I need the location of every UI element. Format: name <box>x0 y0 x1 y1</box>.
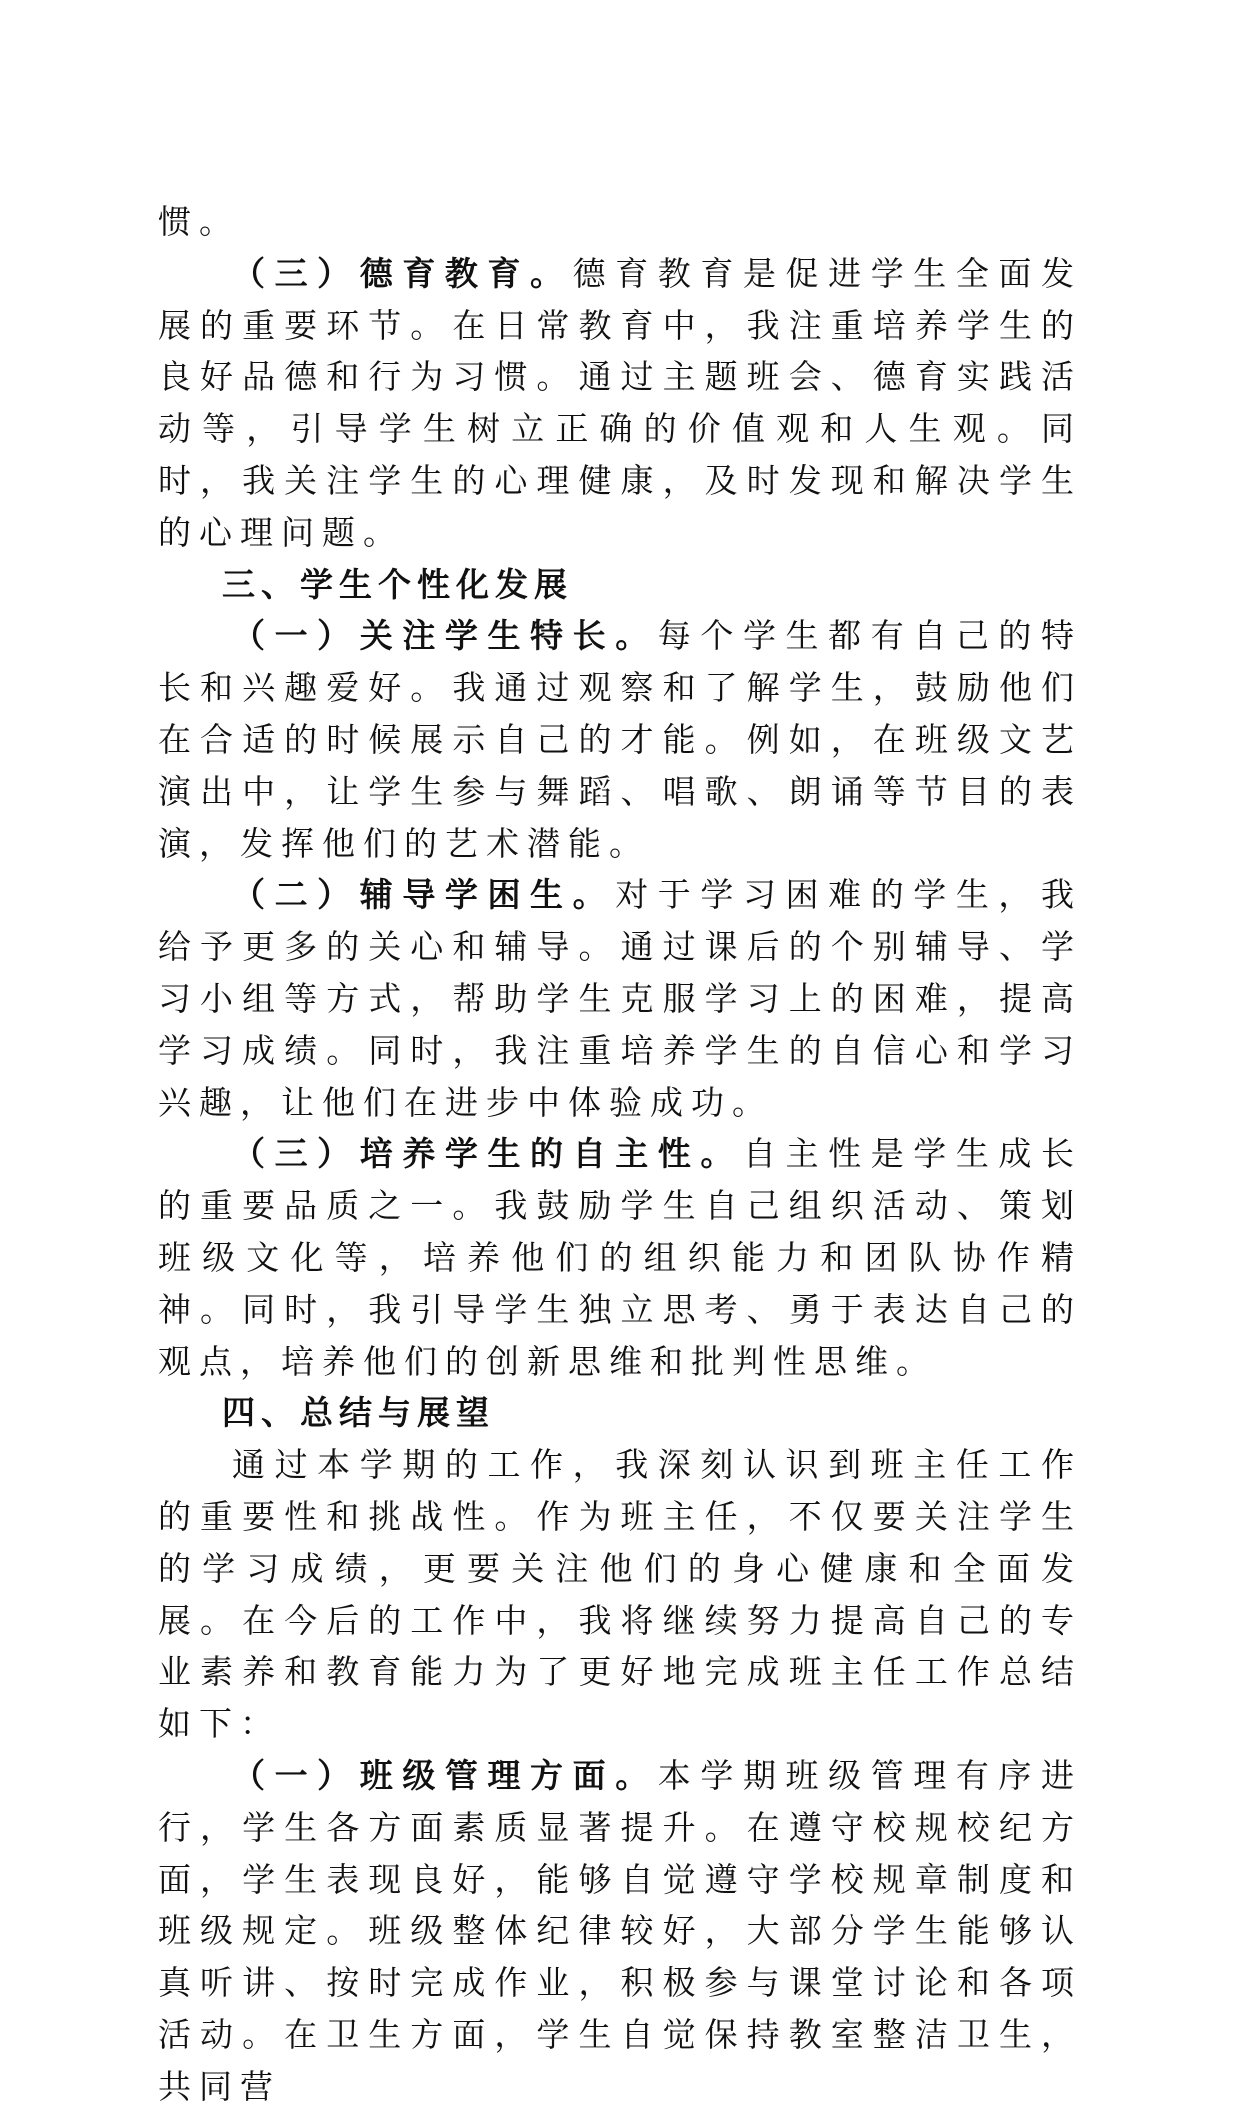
paragraph-text: 自主性是学生成长的重要品质之一。我鼓励学生自己组织活动、策划班级文化等，培养他们的组织能力和团队协作精神。同时，我引导学生独立思考、勇于表达自己的观点，培养他们的创新思维和批判性思维。 <box>158 1134 1083 1381</box>
paragraph-text: 对于学习困难的学生，我给予更多的关心和辅导。通过课后的个别辅导、学习小组等方式，帮助学生克服学习上的困难，提高学习成绩。同时，我注重培养学生的自信心和学习兴趣，让他们在进步中体验成功。 <box>158 875 1083 1122</box>
paragraph-student-talents <box>158 610 1082 869</box>
paragraph-moral-education <box>158 248 1082 559</box>
paragraph-text: 惯。 <box>158 202 240 241</box>
paragraph-text: 每个学生都有自己的特长和兴趣爱好。我通过观察和了解学生，鼓励他们在合适的时候展示自己的才能。例如，在班级文艺演出中，让学生参与舞蹈、唱歌、朗诵等节目的表演，发挥他们的艺术潜能。 <box>158 616 1083 863</box>
section-heading-3: 三、学生个性化发展 <box>222 564 573 604</box>
paragraph-continuation <box>158 196 1082 248</box>
section-heading-4: 四、总结与展望 <box>222 1393 495 1433</box>
paragraph-text: 德育教育是促进学生全面发展的重要环节。在日常教育中，我注重培养学生的良好品德和行为习惯。通过主题班会、德育实践活动等，引导学生树立正确的价值观和人生观。同时，我关注学生的心理健康，及时发现和解决学生的心理问题。 <box>158 253 1083 552</box>
paragraph-lead: （三）培养学生的自主性。 <box>232 1134 743 1174</box>
paragraph-lead: （三）德育教育。 <box>232 253 573 293</box>
paragraph-text: 本学期班级管理有序进行，学生各方面素质显著提升。在遵守校规校纪方面，学生表现良好，能够自觉遵守学校规章制度和班级规定。班级整体纪律较好，大部分学生能够认真听讲、按时完成作业，积极参与课堂讨论和各项活动。在卫生方面，学生自觉保持教室整洁卫生，共同营 <box>158 1755 1083 2106</box>
paragraph-lead: （一）班级管理方面。 <box>232 1755 658 1795</box>
document-page <box>158 196 1082 2112</box>
paragraph-struggling-students <box>158 869 1082 1128</box>
paragraph-lead: （一）关注学生特长。 <box>232 616 658 656</box>
paragraph-text: 通过本学期的工作，我深刻认识到班主任工作的重要性和挑战性。作为班主任，不仅要关注学生的学习成绩，更要关注他们的身心健康和全面发展。在今后的工作中，我将继续努力提高自己的专业素养和教育能力为了更好地完成班主任工作总结如下： <box>158 1445 1082 1744</box>
paragraph-autonomy <box>158 1128 1082 1387</box>
paragraph-summary-intro <box>158 1439 1082 1750</box>
paragraph-class-management <box>158 1750 1082 2112</box>
paragraph-lead: （二）辅导学困生。 <box>232 875 616 915</box>
